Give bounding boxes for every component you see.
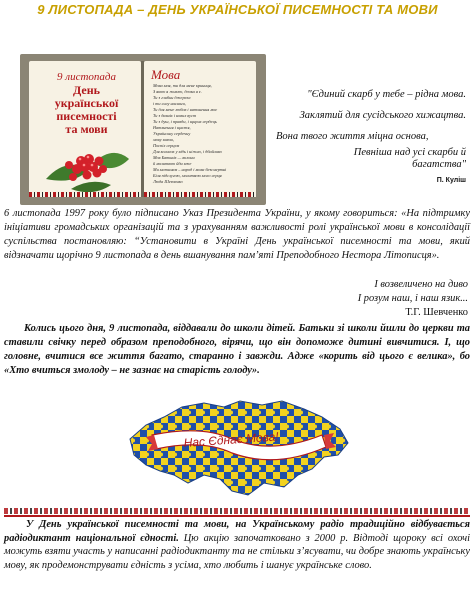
poem-lines bbox=[153, 83, 249, 185]
book-title-line: писемності bbox=[56, 109, 117, 123]
quote-author: П. Куліш bbox=[436, 177, 466, 184]
poem-line: і ти силу наснаги, bbox=[153, 101, 186, 106]
poem-line: Ти з глибин джерела bbox=[153, 95, 191, 100]
ukraine-map-image bbox=[112, 395, 358, 507]
embroidery-border bbox=[144, 192, 256, 197]
divider-line bbox=[4, 515, 470, 517]
viburnum-berries-icon bbox=[41, 139, 131, 195]
poem-line: Біля підслугою, молитвою мого серця bbox=[153, 173, 222, 178]
embroidery-divider bbox=[4, 508, 470, 514]
book-title-line: День bbox=[73, 83, 100, 97]
poem-line: Ти з душ, і правди, і щирих сердець bbox=[153, 119, 217, 124]
poem-line: мову вивчи, bbox=[153, 137, 174, 142]
book-title-line: української bbox=[54, 96, 119, 110]
decree-paragraph: 6 листопада 1997 року було підписано Указ Президента України, у якому говориться: «На підтримку ініціативи громадських організацій та з урахуванням важливості ролі української мови в консолідації суспільства постановляю: “Установити в Україні День української писемності та мови, який відзначати щорічно 9 листопада в день вшанування пам’яті Преподобного Нестора Літописця». bbox=[4, 208, 470, 261]
poem-line: І возвеличено на диво bbox=[374, 279, 468, 290]
poem-line: І розум наш, і наш язик... bbox=[357, 293, 468, 304]
dictation-lead: У День української писемності та мови, на Українському радіо традиційно відбувається радіодиктант національної єдності. bbox=[4, 519, 470, 544]
poem-title: Мова bbox=[151, 67, 181, 82]
poem-line: Поспіх серцем bbox=[153, 143, 180, 148]
book-right-page bbox=[144, 61, 256, 197]
quote-line: Вона твого життя міцна основа, bbox=[276, 131, 429, 142]
poem-line: Українську сердечну bbox=[153, 131, 191, 136]
quote-line: Певніша над усі скарби й багатства" bbox=[353, 147, 466, 170]
book-illustration bbox=[20, 54, 266, 205]
poem-line: Ти з давніх і нових вуст bbox=[153, 113, 197, 118]
book-title bbox=[39, 71, 134, 136]
book-left-page bbox=[29, 61, 141, 197]
poem-line: Люда Шевченко bbox=[153, 179, 183, 184]
banner-text: Нас Єднає Мова! bbox=[183, 429, 280, 450]
quote-line: Заклятий для сусідського хижацтва. bbox=[299, 110, 466, 121]
poem-author: Т.Г. Шевченко bbox=[405, 307, 468, 318]
dictation-rest: Цю акцію започатковано з 2000 р. Відтоді щороку всі охочі можуть взяти участь у написанні радіодиктанту та не стільки з’ясувати, чи добре знають українську мову, як продемонструвати єдність з усіма, хто любить і шанує українське слово. bbox=[4, 532, 470, 571]
poem-line: З якою я живлю, дочка я є. bbox=[153, 89, 202, 94]
page-title: 9 ЛИСТОПАДА – ДЕНЬ УКРАЇНСЬКОЇ ПИСЕМНОСТІ ТА МОВИ bbox=[37, 2, 438, 17]
dictation-paragraph bbox=[4, 518, 470, 572]
poem-line: Для колисок у відь і ніжно, і дбайливо bbox=[153, 149, 222, 154]
book-date: 9 листопада bbox=[57, 71, 116, 83]
quote-line: "Єдиний скарб у тебе – рідна мова. bbox=[307, 89, 466, 100]
poem-line: Ми матимем – народ і мова безсмертні bbox=[153, 167, 227, 172]
poem-line: Мов Батьків — вклони bbox=[153, 155, 195, 160]
shevchenko-poem bbox=[270, 278, 468, 320]
poem-line: Ти для мене любов і натхнення моє bbox=[153, 107, 218, 112]
embroidery-border bbox=[29, 192, 141, 197]
poem-line: Мова моя, ти для мене криниця, bbox=[153, 83, 212, 88]
tradition-paragraph: Колись цього дня, 9 листопада, віддавали до школи дітей. Батьки зі школи йшли до церкви та ставили свічку перед образом преподобного, вірячи, що він допоможе дитині вивчитися. І, що головне, вчитися все життя багато, старанно і завжди. Адже «корить від цього є велика», бо «Хто вчиться змолоду – не зазнає на старість голоду». bbox=[4, 323, 470, 376]
poem-line: й молитвою йди вже bbox=[153, 161, 192, 166]
kulish-quote bbox=[276, 84, 466, 187]
poem-line: Натхнення і щастя, bbox=[153, 125, 191, 130]
book-title-line: та мови bbox=[65, 122, 108, 136]
